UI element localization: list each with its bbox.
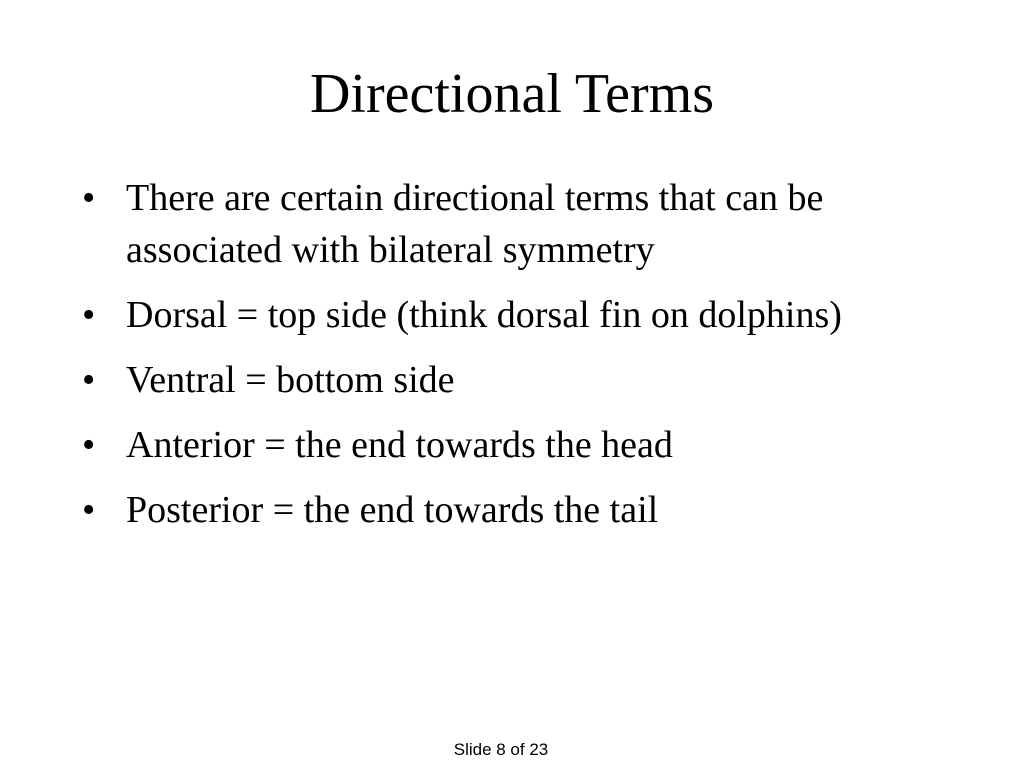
bullet-icon: • <box>82 359 96 401</box>
bullet-text: Ventral = bottom side <box>126 359 455 401</box>
bullet-text: Posterior = the end towards the tail <box>126 489 659 531</box>
slide-counter: Slide 8 of 23 <box>453 740 549 759</box>
bullet-item-2 <box>82 289 932 341</box>
bullet-item-3 <box>82 354 932 406</box>
bullet-text: Anterior = the end towards the head <box>126 424 673 466</box>
bullet-list <box>82 172 932 549</box>
bullet-item-5 <box>82 484 932 536</box>
bullet-text: Dorsal = top side (think dorsal fin on dolphins) <box>126 294 842 336</box>
bullet-icon: • <box>82 424 96 466</box>
bullet-icon: • <box>82 177 96 219</box>
bullet-icon: • <box>82 294 96 336</box>
bullet-item-4 <box>82 419 932 471</box>
bullet-icon: • <box>82 489 96 531</box>
slide-title: Directional Terms <box>309 63 715 125</box>
bullet-text: There are certain directional terms that can be associated with bilateral symmetry <box>126 177 824 271</box>
bullet-item-1 <box>82 172 932 276</box>
